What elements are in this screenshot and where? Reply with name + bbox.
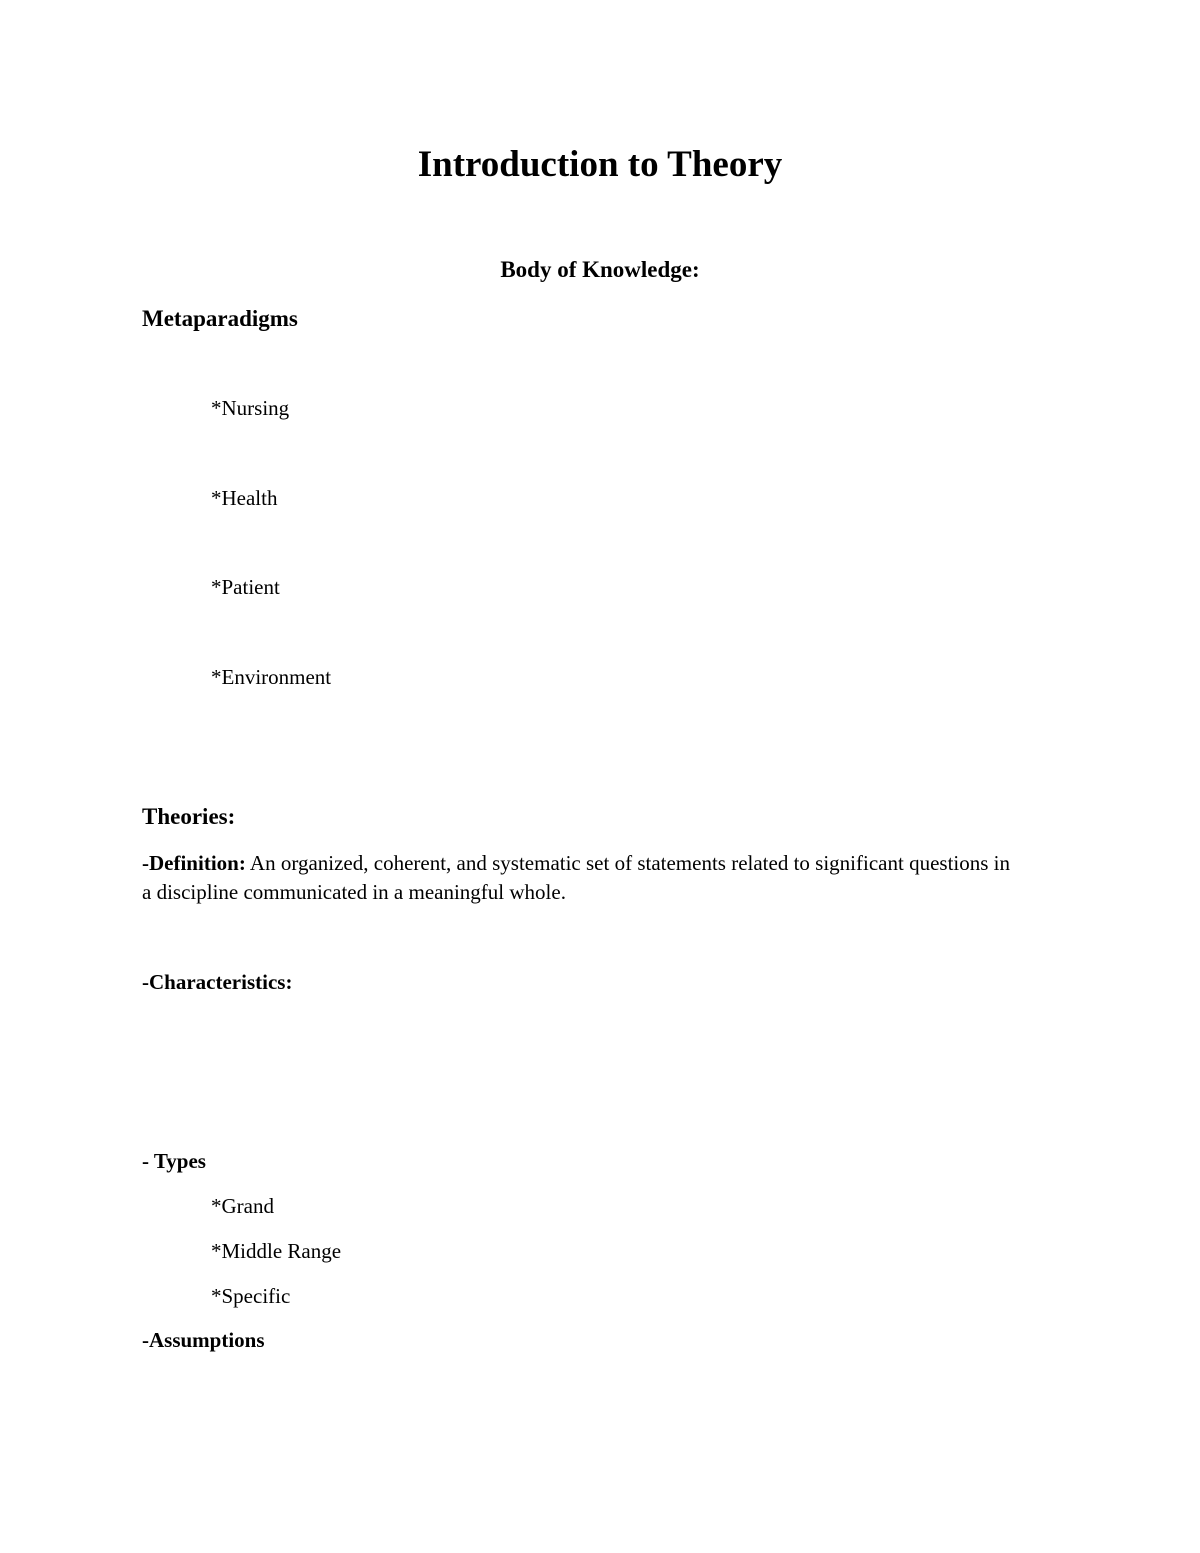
metaparadigm-item-patient: *Patient [211, 575, 280, 599]
metaparadigm-item-health: *Health [211, 486, 278, 510]
definition-paragraph [142, 849, 1022, 907]
type-item-middle-range: *Middle Range [211, 1239, 342, 1263]
assumptions-label: -Assumptions [142, 1328, 265, 1352]
metaparadigm-item-nursing: *Nursing [211, 396, 290, 420]
theories-heading: Theories: [142, 804, 236, 829]
characteristics-label: -Characteristics: [142, 970, 293, 994]
definition-text: An organized, coherent, and systematic set of statements related to significant questions in a discipline communicated in a meaningful whole. [142, 851, 1010, 904]
type-item-grand: *Grand [211, 1194, 274, 1218]
type-item-specific: *Specific [211, 1284, 291, 1308]
definition-label: -Definition: [142, 851, 246, 875]
metaparadigms-heading: Metaparadigms [142, 306, 298, 331]
metaparadigm-item-environment: *Environment [211, 665, 332, 689]
page-subtitle: Body of Knowledge: [500, 257, 700, 282]
page-title: Introduction to Theory [417, 144, 783, 185]
types-label: - Types [142, 1149, 206, 1173]
